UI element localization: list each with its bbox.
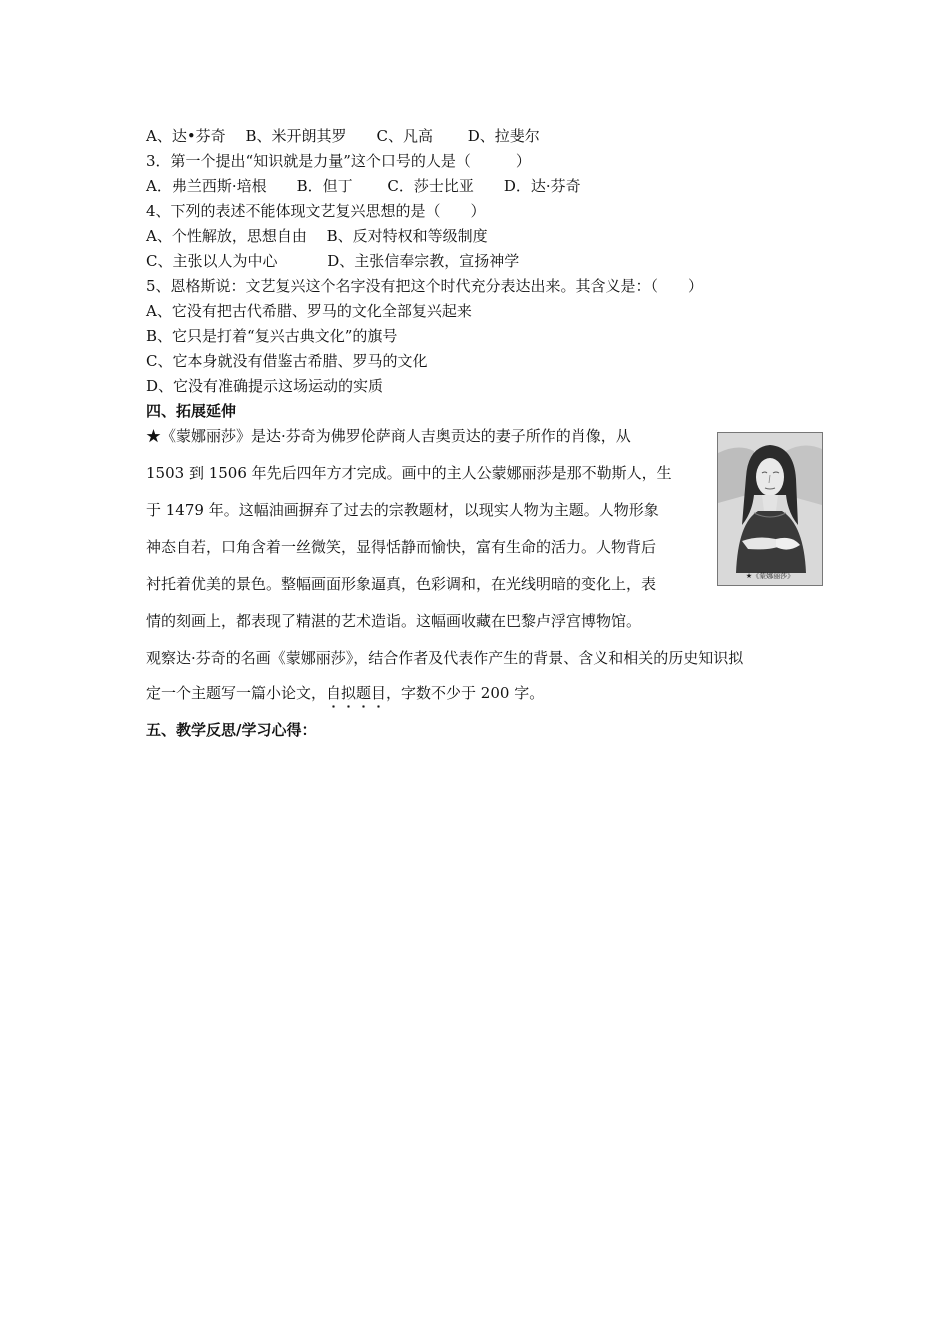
image-caption: ★《蒙娜丽莎》 bbox=[745, 572, 795, 580]
q5-option-c: C、它本身就没有借鉴古希腊、罗马的文化 bbox=[146, 352, 428, 370]
paragraph-line-4: 神态自若，口角含着一丝微笑，显得恬静而愉快，富有生命的活力。人物背后 bbox=[146, 538, 657, 556]
section-4-heading: 四、拓展延伸 bbox=[146, 402, 237, 420]
q3-stem: 3．第一个提出“知识就是力量”这个口号的人是（ ） bbox=[146, 152, 531, 170]
emphasized-text: 自拟题目 bbox=[326, 684, 387, 702]
paragraph-line-2: 1503 到 1506 年先后四年方才完成。画中的主人公蒙娜丽莎是那不勒斯人，生 bbox=[146, 464, 672, 482]
q2-options: A、达•芬奇 B、米开朗其罗 C、凡高 D、拉斐尔 bbox=[146, 127, 540, 145]
q4-option-c-d: C、主张以人为中心 D、主张信奉宗教，宣扬神学 bbox=[146, 252, 520, 270]
q5-option-b: B、它只是打着“复兴古典文化”的旗号 bbox=[146, 327, 398, 345]
task-line-2-before: 定一个主题写一篇小论文， bbox=[146, 684, 327, 702]
q5-option-a: A、它没有把古代希腊、罗马的文化全部复兴起来 bbox=[146, 302, 472, 320]
task-line-1: 观察达·芬奇的名画《蒙娜丽莎》，结合作者及代表作产生的背景、含义和相关的历史知识拟 bbox=[146, 649, 744, 667]
paragraph-line-6: 情的刻画上，都表现了精湛的艺术造诣。这幅画收藏在巴黎卢浮宫博物馆。 bbox=[146, 612, 642, 630]
q4-option-a-b: A、个性解放，思想自由 B、反对特权和等级制度 bbox=[146, 227, 488, 245]
portrait-illustration bbox=[718, 433, 822, 585]
task-line-2 bbox=[146, 683, 544, 703]
section-5-heading: 五、教学反思/学习心得： bbox=[146, 721, 317, 739]
mona-lisa-image bbox=[717, 432, 823, 586]
q5-stem: 5、恩格斯说：文艺复兴这个名字没有把这个时代充分表达出来。其含义是：（ ） bbox=[146, 277, 704, 295]
task-line-2-after: ，字数不少于 200 字。 bbox=[386, 684, 545, 702]
q3-options: A．弗兰西斯·培根 B．但丁 C．莎士比亚 D．达·芬奇 bbox=[146, 177, 581, 195]
paragraph-line-3: 于 1479 年。这幅油画摒弃了过去的宗教题材，以现实人物为主题。人物形象 bbox=[146, 501, 659, 519]
q5-option-d: D、它没有准确提示这场运动的实质 bbox=[146, 377, 384, 395]
paragraph-line-1: ★《蒙娜丽莎》是达·芬奇为佛罗伦萨商人吉奥贡达的妻子所作的肖像，从 bbox=[146, 427, 631, 445]
paragraph-line-5: 衬托着优美的景色。整幅画面形象逼真，色彩调和，在光线明暗的变化上，表 bbox=[146, 575, 657, 593]
q4-stem: 4、下列的表述不能体现文艺复兴思想的是（ ） bbox=[146, 202, 486, 220]
